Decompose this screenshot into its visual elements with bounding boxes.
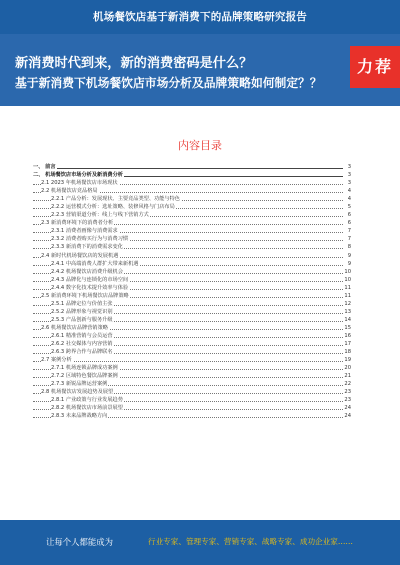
toc-entry[interactable]	[33, 171, 351, 179]
toc-entry-text: 2.8.2 机场餐饮店市场前景展望	[51, 405, 123, 412]
toc-entry[interactable]	[33, 348, 351, 356]
toc-entry-page: 23	[344, 397, 351, 404]
toc-entry-text: 2.6.1 精准营销与会员运营	[51, 332, 113, 339]
toc-entry-page: 5	[347, 204, 351, 211]
toc-entry-text: 2.4.1 中高端消费人群扩大带来新机遇	[51, 260, 139, 267]
toc-entry-page: 18	[344, 349, 351, 356]
toc-entry-text: 一、 前言	[33, 164, 56, 170]
toc-entry-text: 2.8 机场餐饮店发展趋势及展望	[41, 389, 114, 396]
report-header-title: 机场餐饮店基于新消费下的品牌策略研究报告	[93, 11, 307, 23]
toc-entry-page: 6	[347, 220, 351, 227]
toc-entry-page: 12	[344, 300, 351, 307]
toc-entry-page: 4	[347, 188, 351, 195]
toc-entry[interactable]	[33, 163, 351, 171]
toc-entry-text: 2.7.2 区域特色餐饮品牌案例	[51, 373, 118, 380]
hero-title: 新消费时代到来，新的消费密码是什么？	[15, 56, 253, 71]
toc-entry-text: 2.4.4 数字化技术提升效率与体验	[51, 284, 129, 291]
report-header-bar	[0, 0, 400, 34]
toc-entry[interactable]	[33, 284, 351, 292]
toc-entry-text: 2.3.1 消费者画像与消费需求	[51, 228, 118, 235]
toc-entry[interactable]	[33, 388, 351, 396]
footer-text: 让每个人都能成为	[46, 537, 113, 547]
toc-entry-text: 二、 机场餐饮店市场分析及新消费分析	[33, 172, 123, 179]
toc-entry-page: 7	[347, 236, 351, 243]
toc-entry[interactable]	[33, 252, 351, 260]
toc-entry[interactable]	[33, 372, 351, 380]
toc-entry-page: 3	[347, 164, 351, 170]
toc-entry-text: 2.2.3 营销渠道分析：线上与线下营销方式	[51, 212, 149, 219]
toc-entry-page: 24	[344, 405, 351, 412]
toc-entry-page: 15	[344, 324, 351, 331]
toc-entry[interactable]	[33, 316, 351, 324]
toc-entry-text: 2.8.3 未来品牌战略方向	[51, 413, 108, 420]
toc-entry-page: 3	[347, 172, 351, 179]
toc-entry[interactable]	[33, 187, 351, 195]
toc-entry-page: 13	[344, 308, 351, 315]
toc-entry[interactable]	[33, 412, 351, 420]
toc-entry[interactable]	[33, 276, 351, 284]
toc-entry-text: 2.6 机场餐饮店品牌营销策略	[41, 324, 108, 331]
toc-entry-page: 22	[344, 381, 351, 388]
toc-entry-text: 2.3 新消费环境下的消费者分析	[41, 220, 114, 227]
toc-entry-page: 14	[344, 316, 351, 323]
toc-entry[interactable]	[33, 324, 351, 332]
toc-entry-text: 2.5.2 品牌形象与视觉识别	[51, 308, 113, 315]
toc-entry-page: 6	[347, 212, 351, 219]
toc-entry[interactable]	[33, 380, 351, 388]
toc-entry[interactable]	[33, 227, 351, 235]
toc-entry[interactable]	[33, 219, 351, 227]
toc-entry-text: 2.5 新消费环境下机场餐饮店品牌策略	[41, 292, 129, 299]
hero-subtitle: 基于新消费下机场餐饮店市场分析及品牌策略如何制定？？	[15, 76, 322, 90]
toc-entry-text: 2.3.3 新消费下的消费需求变化	[51, 244, 123, 251]
toc-entry[interactable]	[33, 332, 351, 340]
toc-entry[interactable]	[33, 243, 351, 251]
toc-entry-text: 2.4.2 机场餐饮店消费升级机会	[51, 268, 123, 275]
toc-entry-text: 2.2.1 产品分析：发展现状、主要竞品类型、功能与特色	[51, 196, 180, 203]
toc-entry[interactable]	[33, 396, 351, 404]
toc-entry[interactable]	[33, 235, 351, 243]
toc-leader	[33, 168, 343, 169]
toc-entry-page: 9	[347, 252, 351, 259]
footer-bar	[0, 520, 400, 565]
toc-entry-page: 16	[344, 332, 351, 339]
toc-entry[interactable]	[33, 260, 351, 268]
toc-entry[interactable]	[33, 179, 351, 187]
toc-leader	[33, 361, 343, 362]
toc-entry-page: 10	[344, 268, 351, 275]
toc-entry[interactable]	[33, 364, 351, 372]
toc-entry-text: 2.1 2023 年机场餐饮店市场现状	[41, 180, 118, 187]
toc-entry-page: 10	[344, 276, 351, 283]
toc-entry-page: 9	[347, 260, 351, 267]
toc-entry[interactable]	[33, 308, 351, 316]
toc-entry-page: 19	[344, 357, 351, 364]
toc-entry-page: 20	[344, 365, 351, 372]
toc-entry-page: 24	[344, 413, 351, 420]
toc-entry-text: 2.7.1 机场连锁品牌成功案例	[51, 365, 118, 372]
toc-entry-text: 2.4 新时代机场餐饮店的发展机遇	[41, 252, 119, 259]
toc-entry-text: 2.7 案例分析	[41, 357, 72, 364]
toc-entry-text: 2.6.3 跨界合作与品牌联名	[51, 349, 113, 356]
hero-banner	[0, 34, 400, 106]
toc-entry-text: 2.3.2 消费者购买行为与消费习惯	[51, 236, 129, 243]
toc-entry[interactable]	[33, 268, 351, 276]
toc-entry-page: 8	[347, 244, 351, 251]
toc-entry[interactable]	[33, 211, 351, 219]
table-of-contents	[33, 163, 351, 421]
toc-entry-page: 11	[344, 284, 351, 291]
toc-entry-text: 2.5.1 品牌定位与价值主张	[51, 300, 113, 307]
toc-entry[interactable]	[33, 300, 351, 308]
toc-entry-text: 2.5.3 产品创新与服务升级	[51, 316, 113, 323]
recommend-badge: 力荐	[350, 46, 400, 88]
toc-entry[interactable]	[33, 195, 351, 203]
toc-entry-text: 2.6.2 社交媒体与内容营销	[51, 341, 113, 348]
toc-entry-page: 11	[344, 292, 351, 299]
toc-entry[interactable]	[33, 292, 351, 300]
toc-entry-text: 2.2 机场餐饮店竞品格局	[41, 188, 98, 195]
toc-entry-page: 17	[344, 341, 351, 348]
toc-entry-text: 2.8.1 产业政策与行业发展趋势	[51, 397, 123, 404]
toc-heading: 内容目录	[178, 139, 222, 152]
toc-entry[interactable]	[33, 203, 351, 211]
toc-entry[interactable]	[33, 404, 351, 412]
footer-tags: 行业专家、管理专家、营销专家、战略专家、成功企业家……	[148, 537, 354, 546]
toc-entry-page: 3	[347, 180, 351, 187]
toc-entry-page: 4	[347, 196, 351, 203]
toc-entry-text: 2.2.2 运营模式分析：选址策略、装修风格与门店布局	[51, 204, 175, 211]
toc-entry-text: 2.7.3 新锐品牌运营案例	[51, 381, 108, 388]
toc-entry-text: 2.4.3 品牌化与连锁化的市场空间	[51, 276, 129, 283]
toc-entry[interactable]	[33, 356, 351, 364]
toc-entry[interactable]	[33, 340, 351, 348]
toc-entry-page: 21	[344, 373, 351, 380]
toc-entry-page: 7	[347, 228, 351, 235]
toc-entry-page: 23	[344, 389, 351, 396]
